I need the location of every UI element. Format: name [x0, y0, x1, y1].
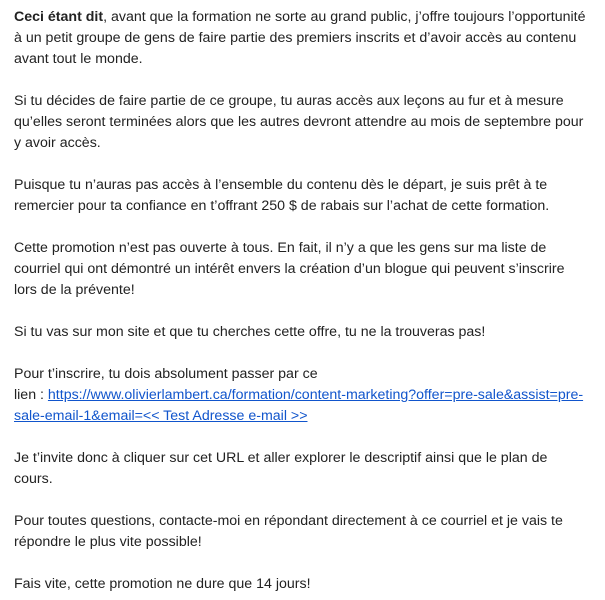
- paragraph-line: Cette promotion n’est pas ouverte à tous. En fait, il n’y a que les gens sur ma liste de: [14, 240, 547, 256]
- intro-paragraph: [14, 7, 595, 70]
- paragraph-line: Pour t’inscrire, tu dois absolument passer par ce: [14, 366, 318, 382]
- paragraph-line: répondre le plus vite possible!: [14, 534, 202, 550]
- signup-paragraph: [14, 364, 595, 427]
- paragraph-line: à un petit groupe de gens de faire partie des premiers inscrits et d’avoir accès au contenu: [14, 30, 577, 46]
- paragraph-line: avant tout le monde.: [14, 51, 143, 67]
- signup-link[interactable]: [14, 387, 583, 424]
- paragraph-line: Si tu décides de faire partie de ce groupe, tu auras accès aux leçons au fur et à mesure: [14, 93, 564, 109]
- paragraph-line: courriel qui ont démontré un intérêt envers la création d’un blogue qui peuvent s’inscrire: [14, 261, 565, 277]
- paragraph-line: cours.: [14, 471, 53, 487]
- paragraph-line: Fais vite, cette promotion ne dure que 14 jours!: [14, 576, 311, 592]
- contact-paragraph: [14, 511, 595, 553]
- paragraph-line: [14, 7, 595, 28]
- signup-link-text-part[interactable]: sale-email-1&email=<< Test Adresse e-mail >>: [14, 408, 308, 424]
- paragraph-line: Si tu vas sur mon site et que tu cherches cette offre, tu ne la trouveras pas!: [14, 324, 486, 340]
- lead-bold-text: Ceci étant dit: [14, 9, 104, 25]
- paragraph-line: qu’elles seront terminées alors que les autres devront attendre au mois de septembre pour: [14, 114, 584, 130]
- paragraph-line: Je t’invite donc à cliquer sur cet URL et aller explorer le descriptif ainsi que le plan de: [14, 450, 548, 466]
- group-access-paragraph: [14, 91, 595, 154]
- paragraph-line: Pour toutes questions, contacte-moi en répondant directement à ce courriel et je vais te: [14, 513, 563, 529]
- urgency-paragraph: [14, 574, 595, 595]
- paragraph-line: [14, 385, 595, 427]
- paragraph-line: y avoir accès.: [14, 135, 101, 151]
- signup-link-text-part[interactable]: https://www.olivierlambert.ca/formation/content-marketing?offer=pre-sale&assist=pre-: [47, 387, 584, 403]
- site-offer-paragraph: [14, 322, 595, 343]
- invite-paragraph: [14, 448, 595, 490]
- paragraph-line: Puisque tu n’auras pas accès à l’ensemble du contenu dès le départ, je suis prêt à te: [14, 177, 548, 193]
- exclusivity-paragraph: [14, 238, 595, 301]
- paragraph-line: remercier pour ta confiance en t’offrant 250 $ de rabais sur l’achat de cette formation.: [14, 198, 550, 214]
- link-prefix-text: lien :: [14, 387, 48, 403]
- line-text: , avant que la formation ne sorte au grand public, j’offre toujours l’opportunité: [103, 9, 586, 25]
- paragraph-line: lors de la prévente!: [14, 282, 135, 298]
- discount-paragraph: [14, 175, 595, 217]
